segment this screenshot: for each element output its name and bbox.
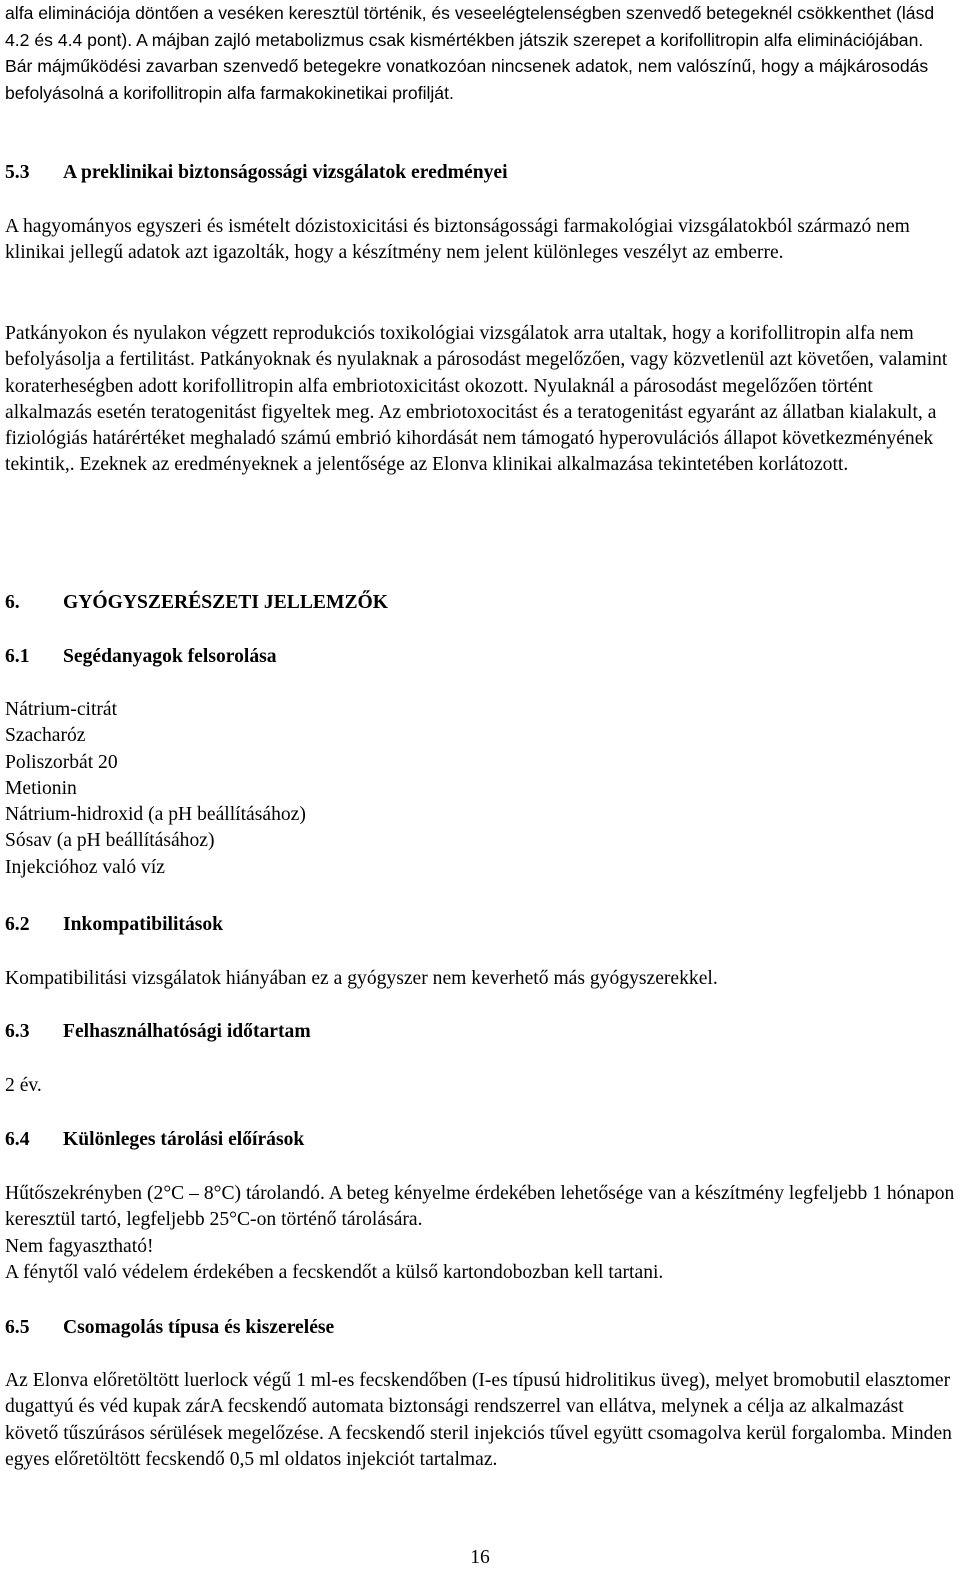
section-title: Felhasználhatósági időtartam: [63, 1021, 311, 1042]
list-item: Poliszorbát 20: [5, 751, 118, 773]
section-title: Csomagolás típusa és kiszerelése: [63, 1317, 335, 1338]
s62-paragraph: Kompatibilitási vizsgálatok hiányában ez a gyógyszer nem keverhető más gyógyszerekkel.: [5, 968, 718, 989]
s53-paragraph-2: Patkányokon és nyulakon végzett reprodukciós toxikológiai vizsgálatok arra utaltak, hogy a korifollitropin alfa nem befolyásolja a fertilitást. Patkányoknak és nyulaknak a párosodást megelőzően, vagy közvetlenül azt követően, valamint koraterheségben adott korifollitropin alfa embriotoxicitást okozott. Nyulaknál a párosodást megelőzően történt alkalmazás esetén teratogenitást figyeltek meg. Az embriotoxocitást és a teratogenitást egyaránt az állatban kialakult, a fiziológiás határértéket meghaladó számú embrió kihordását nem támogató hyperovulációs állapot következményének tekintik,. Ezeknek az eredményeknek a jelentősége az Elonva klinikai alkalmazása tekintetében korlátozott.: [5, 323, 948, 476]
s53-paragraph-1: A hagyományos egyszeri és ismételt dózistoxicitási és biztonságossági farmakológiai vizsgálatokból származó nem klinikai jellegű adatok azt igazolták, hogy a készítmény nem jelent különleges veszélyt az emberre.: [5, 216, 910, 264]
section-number: 5.3: [5, 162, 30, 183]
s65-paragraph: Az Elonva előretöltött luerlock végű 1 ml-es fecskendőben (I-es típusú hidrolitikus üveg), melyet bromobutil elasztomer dugattyú és véd kupak zárA fecskendő automata biztonsági rendszerrel van ellátva, melynek a célja az alkalmazást követő tűszúrásos sérülések megelőzése. A fecskendő steril injekciós tűvel együtt csomagolva kerül forgalomba. Minden egyes előretöltött fecskendő 0,5 ml oldatos injekciót tartalmaz.: [5, 1370, 952, 1470]
section-title: Különleges tárolási előírások: [63, 1129, 305, 1150]
section-number: 6.3: [5, 1021, 30, 1042]
excipient-list: [5, 697, 955, 881]
section-6-2-heading: [5, 912, 223, 938]
section-title: GYÓGYSZERÉSZETI JELLEMZŐK: [63, 592, 389, 613]
section-6-heading: [5, 590, 388, 616]
list-item: Nátrium-citrát: [5, 699, 118, 720]
section-6-1-heading: [5, 644, 277, 670]
page-number: 16: [470, 1547, 490, 1568]
section-title: A preklinikai biztonságossági vizsgálatok eredményei: [63, 162, 508, 183]
section-number: 6.1: [5, 646, 30, 667]
section-number: 6.5: [5, 1317, 30, 1338]
storage-temperature-text: Hűtőszekrényben (2°C – 8°C) tárolandó. A beteg kényelme érdekében lehetősége van a készítmény legfeljebb 1 hónapon keresztül tartó, legfeljebb 25°C-on történő tárolására.: [5, 1183, 955, 1231]
section-6-3-heading: [5, 1019, 311, 1045]
section-title: Segédanyagok felsorolása: [63, 646, 277, 667]
list-item: Nátrium-hidroxid (a pH beállításához): [5, 804, 306, 826]
list-item: Sósav (a pH beállításához): [5, 830, 215, 852]
list-item: Injekcióhoz való víz: [5, 856, 165, 878]
section-title: Inkompatibilitások: [63, 914, 224, 935]
section-5-3-heading: [5, 160, 508, 186]
intro-paragraph: alfa eliminációja döntően a veséken keresztül történik, és veseelégtelenségben szenvedő betegeknél csökkenthet (lásd 4.2 és 4.4 pont). A májban zajló metabolizmus csak kismértékben játszik szerepet a korifollitropin alfa eliminációjában. Bár májműködési zavarban szenvedő betegekre vonatkozóan nincsenek adatok, nem valószínű, hogy a májkárosodás befolyásolná a korifollitropin alfa farmakokinetikai profilját.: [5, 3, 935, 103]
s64-body: [5, 1181, 955, 1286]
section-6-4-heading: [5, 1127, 304, 1153]
no-freeze-text: Nem fagyasztható!: [5, 1235, 154, 1257]
light-protection-text: A fénytől való védelem érdekében a fecskendőt a külső kartondobozban kell tartani.: [5, 1261, 664, 1283]
section-number: 6.2: [5, 914, 30, 935]
s63-paragraph: 2 év.: [5, 1075, 42, 1096]
list-item: Szacharóz: [5, 725, 86, 747]
section-number: 6.4: [5, 1129, 30, 1150]
section-number: 6.: [5, 592, 20, 613]
list-item: Metionin: [5, 777, 77, 799]
section-6-5-heading: [5, 1315, 334, 1341]
